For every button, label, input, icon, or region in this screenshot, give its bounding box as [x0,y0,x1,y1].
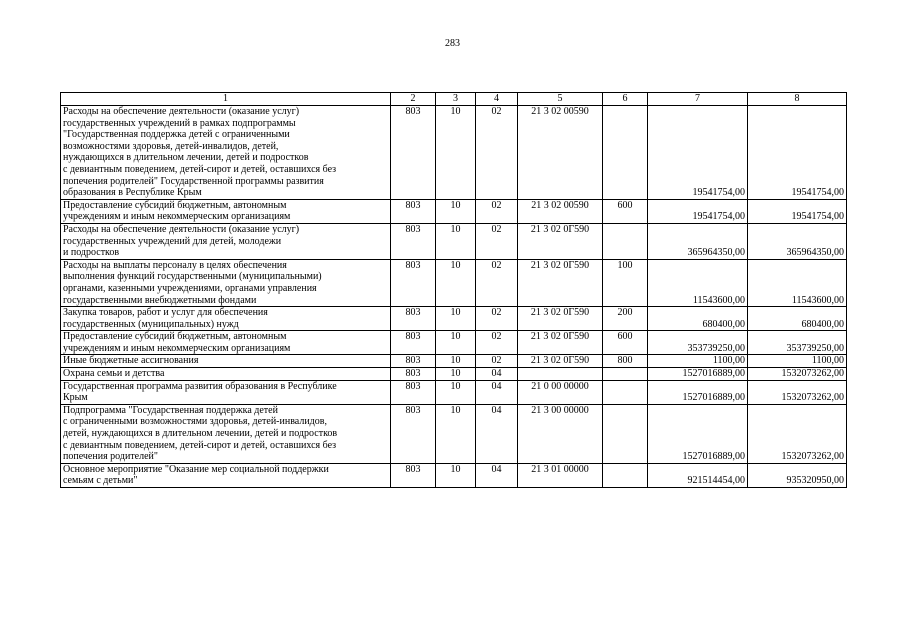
section-code: 10 [436,199,476,223]
column-header: 3 [436,93,476,106]
target-article-code: 21 3 02 0Г590 [518,331,603,355]
expense-type-code: 800 [603,355,648,368]
table-row [61,380,847,404]
department-code: 803 [391,355,436,368]
target-article-code: 21 3 01 00000 [518,463,603,487]
table-row [61,463,847,487]
expense-type-code [603,368,648,381]
table-row [61,106,847,200]
target-article-code [518,368,603,381]
table-row [61,199,847,223]
subsection-code: 02 [476,307,518,331]
amount-year-1: 353739250,00 [648,331,748,355]
target-article-code: 21 3 02 0Г590 [518,307,603,331]
column-header: 5 [518,93,603,106]
subsection-code: 02 [476,199,518,223]
row-description: Расходы на обеспечение деятельности (оказание услуг) государственных учреждений в рамках подпрограммы "Государственная поддержка детей с ограниченными возможностями здоровья, детей-инвалидов, детей, нуждающихся в длительном лечении, детей и подростков с девиантным поведением, детей-сирот и детей, оставшихся без попечения родителей" Государственной программы развития образования в Республике Крым [61,106,391,200]
expense-type-code [603,380,648,404]
department-code: 803 [391,331,436,355]
amount-year-1: 19541754,00 [648,106,748,200]
amount-year-2: 1532073262,00 [748,380,847,404]
target-article-code: 21 3 00 00000 [518,404,603,463]
amount-year-2: 19541754,00 [748,106,847,200]
amount-year-1: 1527016889,00 [648,380,748,404]
row-description: Подпрограмма "Государственная поддержка детей с ограниченными возможностями здоровья, детей-инвалидов, детей, нуждающихся в длительном лечении, детей и подростков с девиантным поведением, детей-сирот и детей, оставшихся без попечения родителей" [61,404,391,463]
table-row [61,307,847,331]
department-code: 803 [391,368,436,381]
row-description: Закупка товаров, работ и услуг для обеспечения государственных (муниципальных) нужд [61,307,391,331]
subsection-code: 02 [476,106,518,200]
amount-year-2: 935320950,00 [748,463,847,487]
table-row [61,368,847,381]
amount-year-2: 680400,00 [748,307,847,331]
table-row [61,404,847,463]
amount-year-1: 1100,00 [648,355,748,368]
table-row [61,331,847,355]
section-code: 10 [436,331,476,355]
column-header: 1 [61,93,391,106]
amount-year-2: 365964350,00 [748,223,847,259]
page-number: 283 [445,38,460,49]
amount-year-1: 921514454,00 [648,463,748,487]
row-description: Иные бюджетные ассигнования [61,355,391,368]
column-header: 4 [476,93,518,106]
department-code: 803 [391,307,436,331]
amount-year-2: 1532073262,00 [748,368,847,381]
department-code: 803 [391,199,436,223]
expense-type-code [603,223,648,259]
amount-year-2: 11543600,00 [748,259,847,306]
section-code: 10 [436,307,476,331]
table-row [61,223,847,259]
section-code: 10 [436,463,476,487]
subsection-code: 04 [476,368,518,381]
section-code: 10 [436,380,476,404]
table-row [61,355,847,368]
section-code: 10 [436,259,476,306]
section-code: 10 [436,223,476,259]
column-header: 8 [748,93,847,106]
subsection-code: 04 [476,404,518,463]
section-code: 10 [436,106,476,200]
subsection-code: 02 [476,355,518,368]
expense-type-code [603,106,648,200]
row-description: Предоставление субсидий бюджетным, автономным учреждениям и иным некоммерческим организациям [61,331,391,355]
subsection-code: 04 [476,463,518,487]
target-article-code: 21 3 02 0Г590 [518,259,603,306]
amount-year-1: 11543600,00 [648,259,748,306]
target-article-code: 21 3 02 00590 [518,106,603,200]
expense-type-code: 200 [603,307,648,331]
expense-type-code: 600 [603,331,648,355]
department-code: 803 [391,404,436,463]
row-description: Предоставление субсидий бюджетным, автономным учреждениям и иным некоммерческим организациям [61,199,391,223]
department-code: 803 [391,223,436,259]
department-code: 803 [391,259,436,306]
section-code: 10 [436,355,476,368]
department-code: 803 [391,463,436,487]
amount-year-1: 1527016889,00 [648,404,748,463]
row-description: Охрана семьи и детства [61,368,391,381]
subsection-code: 04 [476,380,518,404]
section-code: 10 [436,368,476,381]
section-code: 10 [436,404,476,463]
column-header: 6 [603,93,648,106]
budget-table [60,92,847,488]
row-description: Государственная программа развития образования в Республике Крым [61,380,391,404]
target-article-code: 21 3 02 00590 [518,199,603,223]
amount-year-2: 19541754,00 [748,199,847,223]
target-article-code: 21 0 00 00000 [518,380,603,404]
subsection-code: 02 [476,331,518,355]
subsection-code: 02 [476,223,518,259]
amount-year-1: 19541754,00 [648,199,748,223]
target-article-code: 21 3 02 0Г590 [518,355,603,368]
column-header: 2 [391,93,436,106]
table-header-row [61,93,847,106]
subsection-code: 02 [476,259,518,306]
expense-type-code: 600 [603,199,648,223]
row-description: Расходы на выплаты персоналу в целях обеспечения выполнения функций государственными (муниципальными) органами, казенными учреждениями, органами управления государственными внебюджетными фондами [61,259,391,306]
target-article-code: 21 3 02 0Г590 [518,223,603,259]
column-header: 7 [648,93,748,106]
table-row [61,259,847,306]
row-description: Расходы на обеспечение деятельности (оказание услуг) государственных учреждений для детей, молодежи и подростков [61,223,391,259]
amount-year-2: 1100,00 [748,355,847,368]
amount-year-2: 1532073262,00 [748,404,847,463]
amount-year-1: 1527016889,00 [648,368,748,381]
department-code: 803 [391,380,436,404]
amount-year-1: 365964350,00 [648,223,748,259]
expense-type-code: 100 [603,259,648,306]
department-code: 803 [391,106,436,200]
row-description: Основное мероприятие "Оказание мер социальной поддержки семьям с детьми" [61,463,391,487]
amount-year-1: 680400,00 [648,307,748,331]
expense-type-code [603,404,648,463]
amount-year-2: 353739250,00 [748,331,847,355]
expense-type-code [603,463,648,487]
